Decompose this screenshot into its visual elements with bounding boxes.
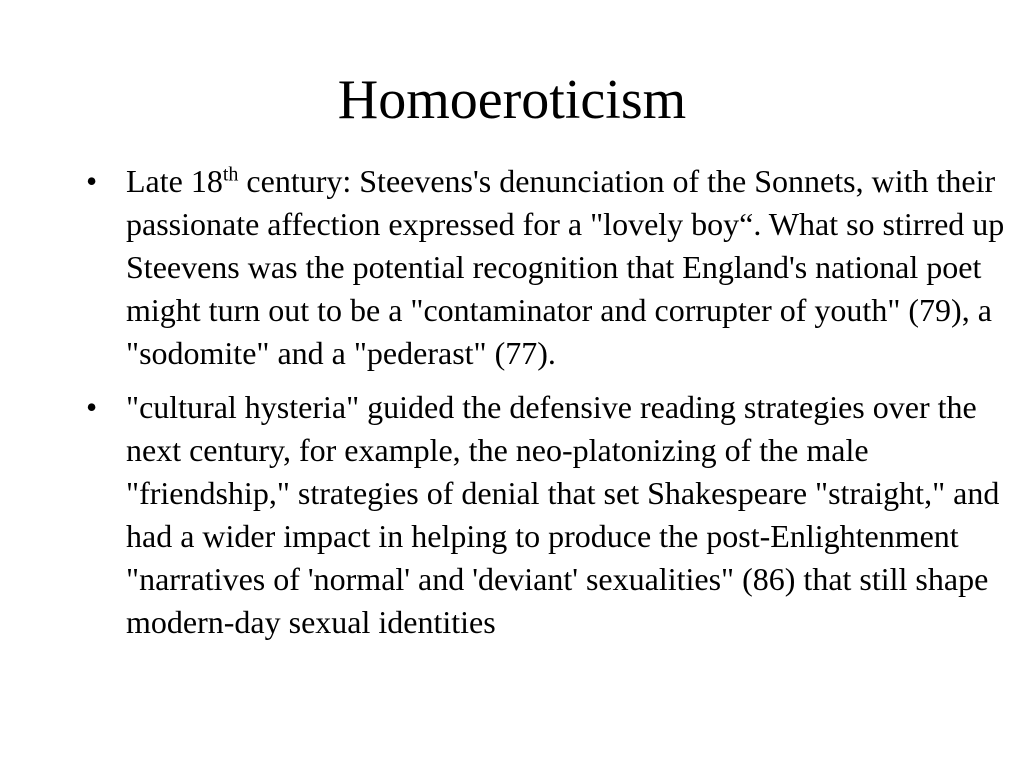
bullet-marker-icon: • (86, 163, 98, 199)
bullet-2-text: "cultural hysteria" guided the defensive reading strategies over the next century, for example, the neo-platonizing of the male "friendship," strategies of denial that set Shakespeare "straight," and had a wider impact in helping to produce the post-Enlightenment "narratives of 'normal' and 'deviant' sexualities" (86) that still shape modern-day sexual identities (126, 389, 1000, 640)
bullet-1-text-rest: century: Steevens's denunciation of the Sonnets, with their passionate affection expressed for a "lovely boy“. What so stirred up Steevens was the potential recognition that England's national poet might turn out to be a "contaminator and corrupter of youth" (79), a "sodomite" and a "pederast" (77). (126, 163, 1005, 371)
bullet-item-2 (86, 386, 1016, 644)
bullet-marker-icon: • (86, 389, 98, 425)
slide-title: Homoeroticism (337, 69, 687, 131)
bullet-item-1 (86, 160, 1016, 375)
bullet-1-superscript: th (222, 163, 239, 186)
bullet-1-text-start: Late 18 (126, 163, 223, 199)
bullet-list (86, 160, 1016, 655)
